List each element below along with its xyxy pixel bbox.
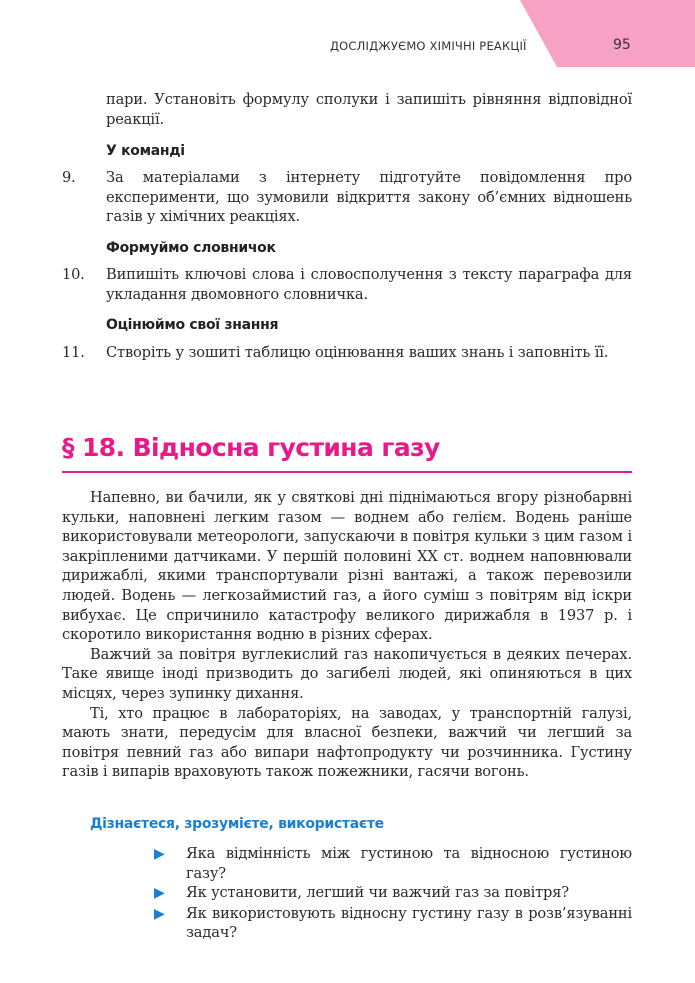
task-text: Створіть у зошиті таблицю оцінювання ваших знань і заповніть її. <box>106 344 609 361</box>
page-number: 95 <box>613 37 631 53</box>
learning-goals-list <box>154 844 632 943</box>
subheading-self-assessment: Оцінюймо свої знання <box>106 317 279 333</box>
list-item <box>154 844 632 883</box>
task-item <box>62 168 632 227</box>
task-text: За матеріалами з інтернету підготуйте повідомлення про експерименти, що зумовили відкриття закону об’ємних відношень газів у хімічних реакціях. <box>106 169 632 226</box>
task-text: Випишіть ключові слова і словосполучення з тексту параграфа для укладання двомовного словничка. <box>106 266 632 303</box>
task-item <box>62 343 632 363</box>
section-title: § 18. Відносна густина газу <box>62 433 440 462</box>
subheading-team: У команді <box>106 143 185 159</box>
page-corner-tab <box>520 0 695 67</box>
list-item <box>154 904 632 943</box>
learning-goals-heading: Дізнаєтеся, зрозумієте, використаєте <box>90 816 384 832</box>
running-head: ДОСЛІДЖУЄМО ХІМІЧНІ РЕАКЦІЇ <box>330 39 527 53</box>
list-item-text: Як установити, легший чи важчий газ за повітря? <box>186 884 569 902</box>
subheading-glossary: Формуймо словничок <box>106 240 276 256</box>
list-item-text: Яка відмінність між густиною та відносною густиною газу? <box>186 845 632 882</box>
task-number: 11. <box>62 344 85 361</box>
paragraph: Важчий за повітря вуглекислий газ накопичується в деяких печерах. Таке явище іноді призводить до загибелі людей, які опиняються в цих місцях, через зупинку дихання. <box>62 645 632 702</box>
section-title-rule <box>62 471 632 473</box>
paragraph: Ті, хто працює в лабораторіях, на заводах, у транспортній галузі, мають знати, передусім для власної безпеки, важчий чи легший за повітря певний газ або випари нафтопродукту чи розчинника. Густину газів і випарів враховують також пожежники, гасячи вогонь. <box>62 704 632 781</box>
task-number: 9. <box>62 169 76 186</box>
task-item <box>62 265 632 304</box>
paragraph: Напевно, ви бачили, як у святкові дні піднімаються вгору різнобарвні кульки, наповнені легким газом — воднем або гелієм. Водень раніше використовували метеорологи, запускаючи в повітря кульки з цим газом і закріпленими датчиками. У першій половині XX ст. воднем наповнювали дирижаблі, якими транспортували різні вантажі, а також перевозили людей. Водень — легкозаймистий газ, а його суміш з повітрям від іскри вибухає. Це спричинило катастрофу великого дирижабля в 1937 р. і скоротило використання водню в різних сферах. <box>62 489 632 644</box>
continued-task-text: пари. Установіть формулу сполуки і запишіть рівняння відповідної реакції. <box>106 91 632 128</box>
triangle-right-icon: ▶ <box>154 846 165 862</box>
triangle-right-icon: ▶ <box>154 905 165 922</box>
triangle-right-icon: ▶ <box>154 885 165 902</box>
section-body <box>62 488 632 782</box>
list-item-text: Як використовують відносну густину газу в розв’язуванні задач? <box>186 904 632 942</box>
task-number: 10. <box>62 266 85 283</box>
list-item <box>154 883 632 904</box>
